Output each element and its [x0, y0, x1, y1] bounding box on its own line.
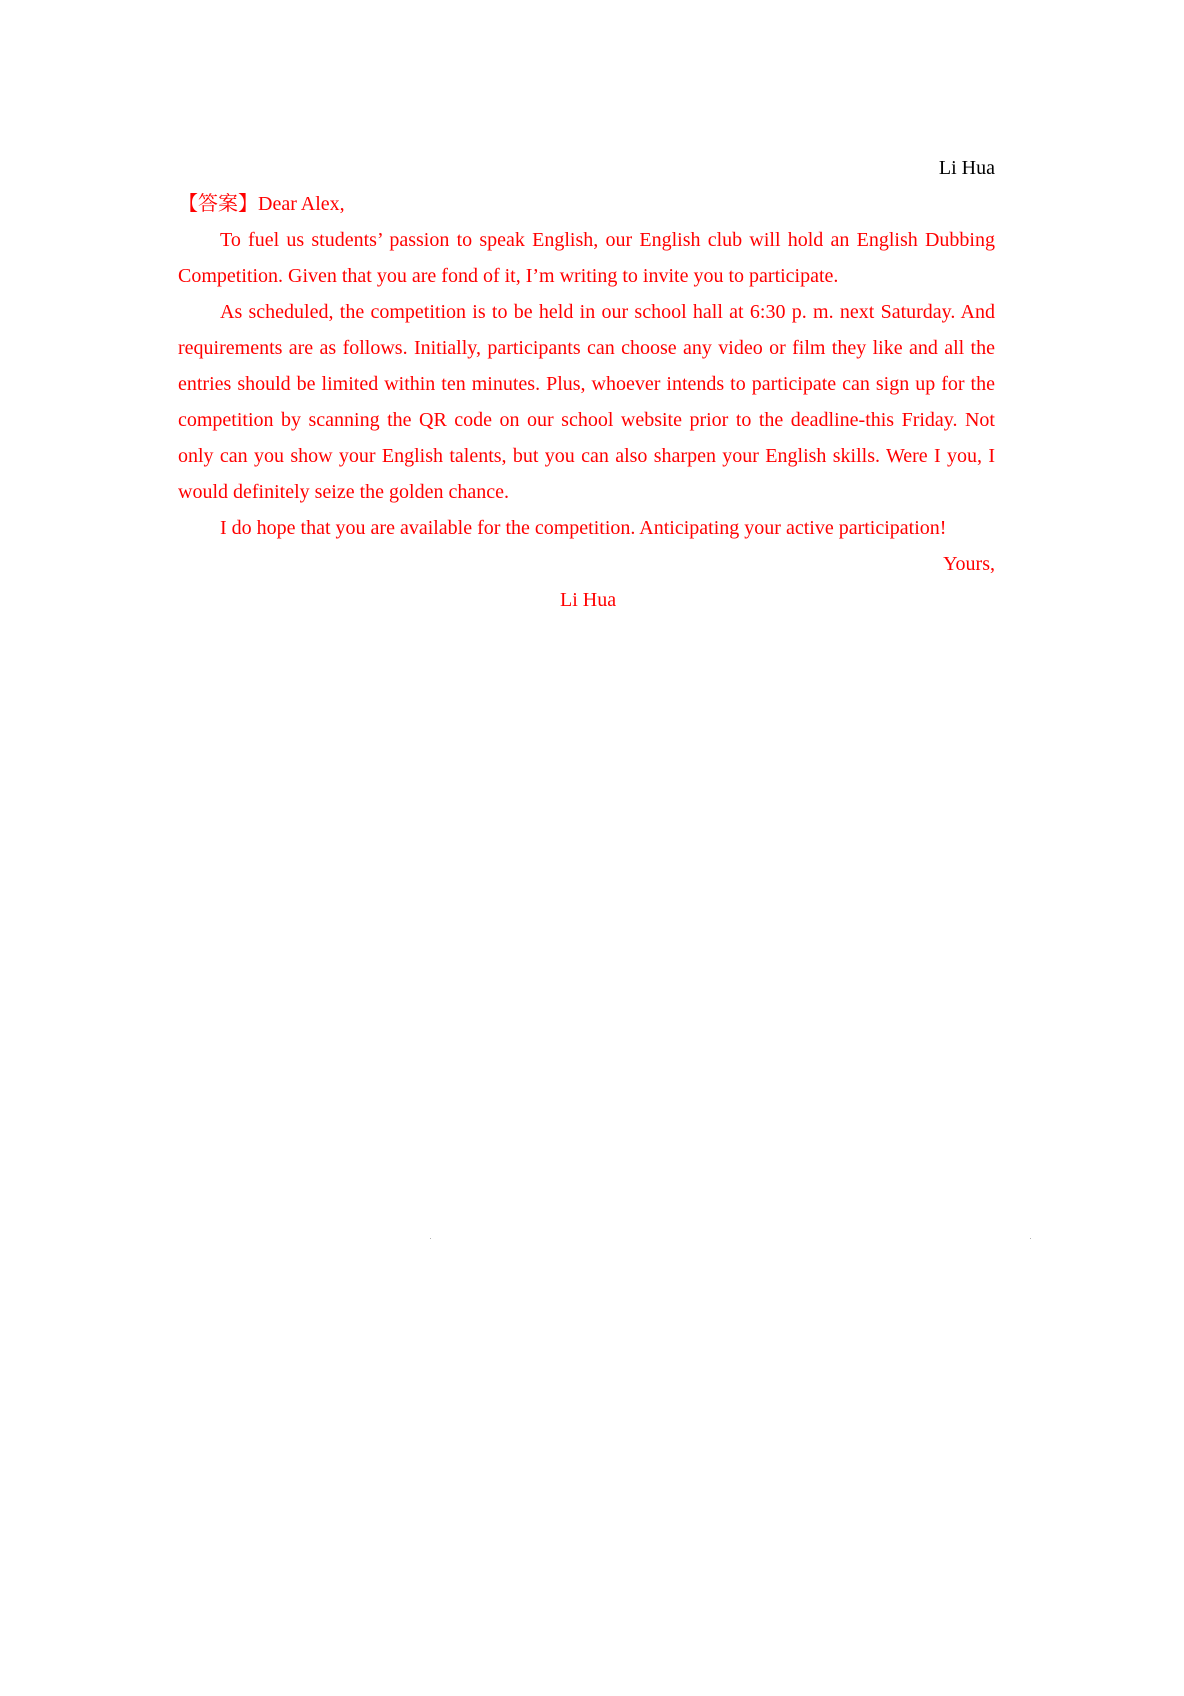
closing-signature: Li Hua	[560, 589, 617, 611]
salutation: Dear Alex,	[258, 193, 345, 215]
document-page	[178, 150, 995, 618]
closing-line: Yours,	[943, 553, 995, 575]
header-signature: Li Hua	[938, 157, 995, 179]
scan-speck	[1030, 1238, 1031, 1239]
answer-tag: 【答案】	[178, 193, 258, 215]
answer-letter	[178, 186, 995, 618]
body-paragraph-3: I do hope that you are available for the competition. Anticipating your active participation!	[220, 517, 947, 539]
salutation-line	[178, 186, 995, 222]
scan-speck	[430, 1238, 431, 1239]
body-paragraph-2: As scheduled, the competition is to be held in our school hall at 6:30 p. m. next Saturday. And requirements are as follows. Initially, participants can choose any video or film they like and all the entries should be limited within ten minutes. Plus, whoever intends to participate can sign up for the competition by scanning the QR code on our school website prior to the deadline-this Friday. Not only can you show your English talents, but you can also sharpen your English skills. Were I you, I would definitely seize the golden chance.	[178, 301, 995, 503]
body-paragraph-1: To fuel us students’ passion to speak English, our English club will hold an English Dubbing Competition. Given that you are fond of it, I’m writing to invite you to participate.	[178, 229, 995, 287]
